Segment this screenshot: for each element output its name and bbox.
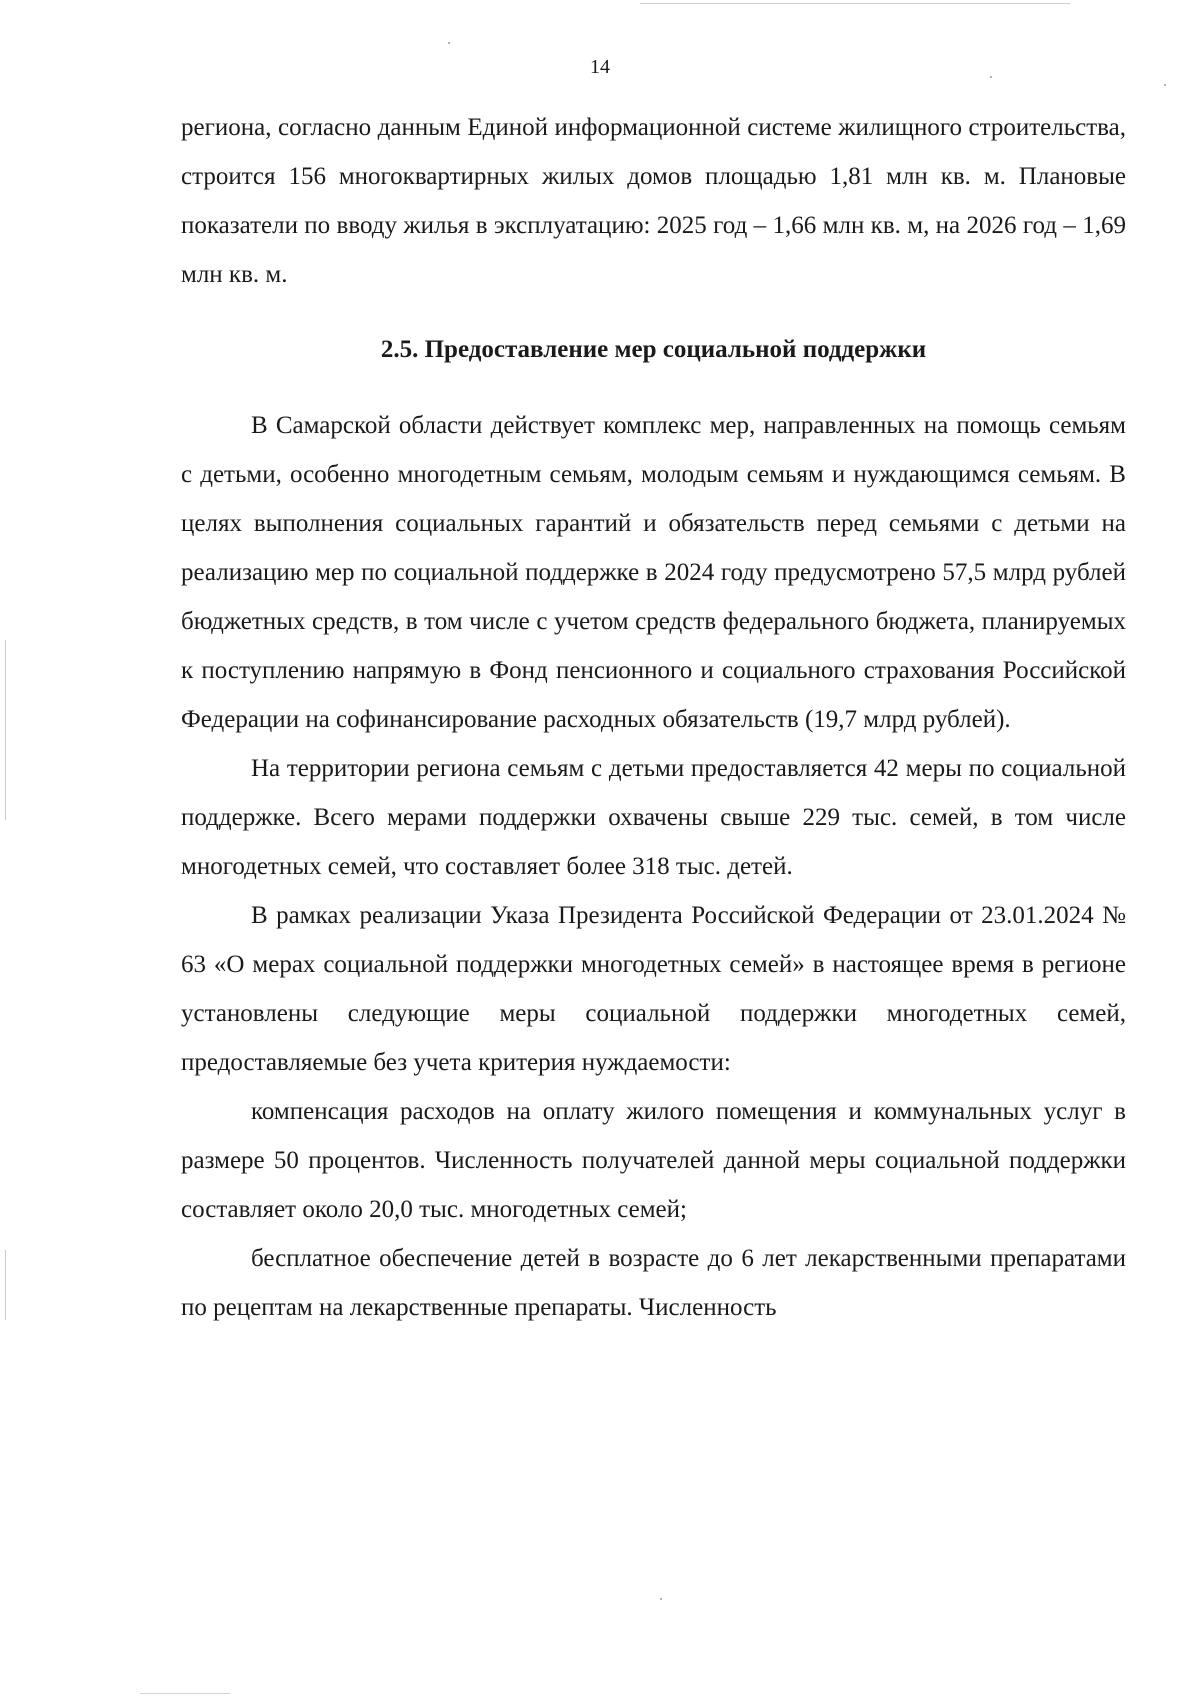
scan-edge-left [5, 640, 6, 820]
paragraph-measures-count: На территории региона семьям с детьми предоставляется 42 меры по социальной поддержке. Всего мерами поддержки охвачены свыше 229 тыс. семей, в том числе многодетных семей, что составляет более 318 тыс. детей. [181, 755, 1126, 880]
paragraph-support-measures: В Самарской области действует комплекс мер, направленных на помощь семьям с детьми, особенно многодетным семьям, молодым семьям и нуждающимся семьям. В целях выполнения социальных гарантий и обязательств перед семьями с детьми на реализацию мер по социальной поддержке в 2024 году предусмотрено 57,5 млрд рублей бюджетных средств, в том числе с учетом средств федерального бюджета, планируемых к поступлению напрямую в Фонд пенсионного и социального страхования Российской Федерации на софинансирование расходных обязательств (19,7 млрд рублей). [181, 412, 1126, 733]
paragraph-free-medicines: бесплатное обеспечение детей в возрасте до 6 лет лекарственными препаратами по рецептам на лекарственные препараты. Численность [181, 1245, 1126, 1321]
section-heading: 2.5. Предоставление мер социальной поддержки [380, 336, 927, 363]
scan-speck [448, 42, 450, 44]
scan-speck [660, 1598, 662, 1600]
body-text [181, 103, 1126, 1332]
paragraph-presidential-decree: В рамках реализации Указа Президента Российской Федерации от 23.01.2024 № 63 «О мерах социальной поддержки многодетных семей» в настоящее время в регионе установлены следующие меры социальной поддержки многодетных семей, предоставляемые без учета критерия нуждаемости: [181, 902, 1126, 1076]
paragraph-housing-compensation: компенсация расходов на оплату жилого помещения и коммунальных услуг в размере 50 процентов. Численность получателей данной меры социальной поддержки составляет около 20,0 тыс. многодетных семей; [181, 1098, 1126, 1223]
page-number: 14 [590, 56, 610, 78]
continued-paragraph: региона, согласно данным Единой информационной системе жилищного строительства, строится 156 многоквартирных жилых домов площадью 1,81 млн кв. м. Плановые показатели по вводу жилья в эксплуатацию: 2025 год – 1,66 млн кв. м, на 2026 год – 1,69 млн кв. м. [181, 114, 1126, 288]
scan-edge-left-lower [5, 1250, 6, 1320]
scan-edge-bottom [140, 1693, 230, 1694]
scan-edge-top [640, 3, 1070, 4]
scan-speck [1164, 84, 1166, 86]
